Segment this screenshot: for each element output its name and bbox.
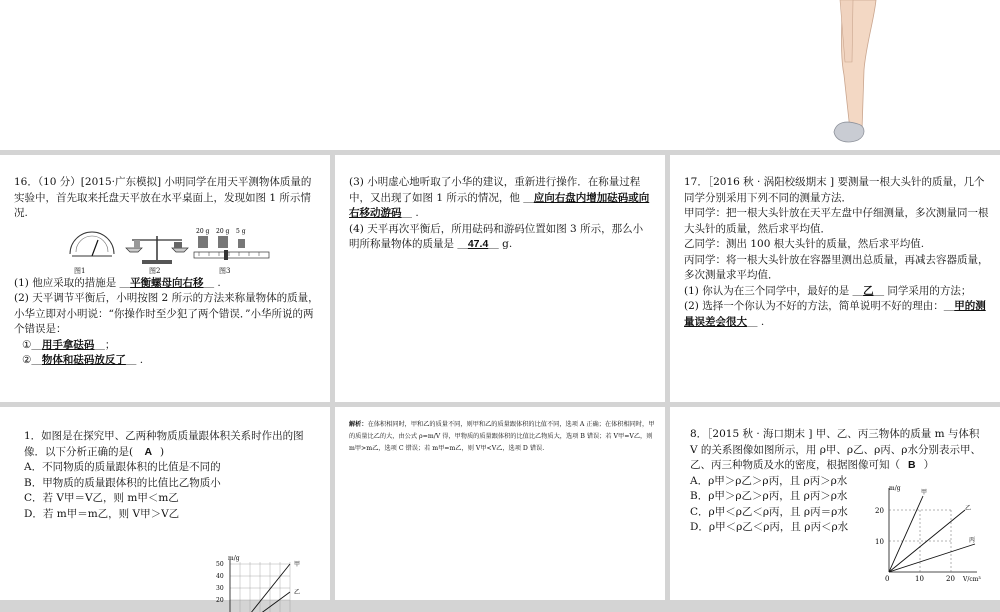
q8-line-yi [889, 510, 965, 572]
fig1-caption: 图1 [74, 266, 86, 275]
q8-line-bing [889, 544, 975, 572]
q8-graph-ylabel: m/g [889, 485, 901, 492]
q1-series-jia-label: 甲 [294, 561, 301, 568]
weights-figure-3 [194, 226, 274, 266]
q16-answer-1: 平衡螺母向右移 [130, 276, 204, 289]
q16-figures [14, 226, 320, 275]
top-slide [0, 0, 1000, 150]
q1-answer: A [144, 445, 153, 458]
q16-part2: (2) 天平调节平衡后，小明按图 2 所示的方法来称量物体的质量，小华立即对小明说：“你操作时至少犯了两个错误．”小华所说的两个错误是： [14, 292, 319, 335]
q16-error-2: ②＿物体和砝码放反了＿ . [22, 354, 144, 366]
q1-option-d[interactable]: D．若 m甲＝m乙，则 V甲＞V乙 [24, 507, 180, 520]
q8-options [690, 474, 880, 536]
balance-figure-1 [62, 226, 122, 266]
q8-series-yi-label: 乙 [965, 505, 972, 512]
q17-header: 17．［2016 秋 · 涡阳校级期末 ] 要测量一根大头针的质量，几个同学分别采用下列不同的测量方法． [684, 176, 985, 204]
q8-header: 8．［2015 秋 · 海口期末 ] 甲、乙、丙三物体的质量 m 与体积 V 的关系图像如图所示，用 ρ甲、ρ乙、ρ丙、ρ水分别表示甲、乙、丙三种物质及水的密度，根据图像可知（ B ） [690, 428, 981, 471]
q16-answer-2a: 用手拿砝码 [41, 338, 95, 351]
q1-mass-volume-graph [210, 552, 310, 612]
q8-series-bing-label: 丙 [969, 537, 976, 544]
slide-q17 [670, 155, 1000, 402]
q8-ytick-10: 10 [875, 538, 884, 546]
q1-option-b[interactable]: B．甲物质的质量跟体积的比值比乙物质小 [24, 476, 221, 489]
weight-label-2: 20 g [216, 227, 230, 235]
q16-error-1: ①＿用手拿砝码＿； [22, 338, 116, 351]
q8-option-c[interactable]: C．ρ甲＜ρ乙＜ρ丙，且 ρ丙＝ρ水 [690, 505, 848, 518]
q8-answer: B [908, 459, 916, 471]
q1-header: 1．如图是在探究甲、乙两种物质质量跟体积关系时作出的图像．以下分析正确的是( A ) [24, 430, 304, 458]
q1-ytick-50: 50 [216, 561, 224, 568]
fig2-caption: 图2 [149, 266, 161, 275]
q8-graph-xlabel: V/cm³ [963, 576, 981, 583]
q1-ytick-30: 30 [216, 585, 224, 592]
weight-label-1: 20 g [196, 227, 210, 235]
cartoon-figure-legs-image [0, 0, 1000, 150]
slide-q16 [0, 155, 330, 402]
slide-explanation [335, 407, 665, 600]
q8-xtick-0: 0 [885, 575, 890, 583]
q17-answer-2: 甲的测量误差会很大 [684, 300, 986, 328]
slide-q1 [0, 407, 330, 604]
q8-line-jia [889, 496, 923, 572]
q16-part3: (3) 小明虚心地听取了小华的建议，重新进行操作．在称量过程中，又出现了如图 1 所示的情况，他 ＿应向右盘内增加砝码或向右移动游码＿ . [349, 176, 650, 219]
q1-ytick-40: 40 [216, 573, 224, 580]
q1-graph-ylabel: m/g [228, 555, 240, 562]
q1-series-yi-label: 乙 [294, 589, 301, 596]
q8-xtick-10: 10 [915, 575, 924, 583]
q17-answer-1: 乙 [863, 284, 874, 297]
q8-series-jia-label: 甲 [921, 489, 928, 496]
q8-mass-volume-graph [875, 482, 985, 582]
slide-q8 [670, 407, 1000, 600]
q1-option-c[interactable]: C．若 V甲＝V乙，则 m甲＜m乙 [24, 492, 179, 504]
q8-option-b[interactable]: B．ρ甲＞ρ乙＞ρ丙，且 ρ丙＞ρ水 [690, 490, 848, 502]
q1-ytick-20: 20 [216, 597, 224, 604]
q16-part4: (4) 天平再次平衡后，所用砝码和游码位置如图 3 所示，那么小明所称量物体的质量是 ＿47.4＿ g. [349, 222, 644, 250]
q1-option-a[interactable]: A．不同物质的质量跟体积的比值是不同的 [24, 461, 221, 473]
q16-header: 16．（10 分）[2015·广东模拟] 小明同学在用天平测物体质量的实验中，首先取来托盘天平放在水平桌面上，发现如图 1 所示情况. [14, 176, 312, 219]
q1-line-yi [260, 592, 290, 612]
q16-answer-3: 应向右盘内增加砝码或向右移动游码 [349, 191, 650, 219]
weight-label-3: 5 g [236, 227, 246, 235]
q16-answer-2b: 物体和砝码放反了 [41, 354, 126, 366]
fig3-caption: 图3 [219, 266, 231, 275]
q16-part1: (1) 他应采取的措施是 ＿平衡螺母向右移＿ . [14, 276, 221, 289]
q8-option-a[interactable]: A．ρ甲＞ρ乙＞ρ丙，且 ρ丙＞ρ水 [690, 474, 848, 487]
q16-answer-4: 47.4 [467, 238, 489, 250]
balance-figure-2 [122, 226, 192, 266]
q8-xtick-20: 20 [946, 575, 955, 583]
slide-q16-continued [335, 155, 665, 402]
q8-ytick-20: 20 [875, 507, 884, 515]
q17-part1: (1) 你认为在三个同学中，最好的是 ＿乙＿ 同学采用的方法； [684, 284, 972, 297]
q17-method-a: 甲同学：把一根大头针放在天平左盘中仔细测量，多次测量同一根大头针的质量，然后求平均值． [684, 207, 989, 235]
q17-method-b: 乙同学：测出 100 根大头针的质量，然后求平均值. [684, 238, 925, 250]
explanation-text: 解析：在体积相同时，甲和乙的质量不同，则甲和乙的质量跟体积的比值不同，选项 A 正确；在体积相同时，甲的质量比乙的大，由公式 ρ=m/V 得，甲物质的质量跟体积的比值比乙物质大，选项 B 错误；若 V甲=V乙，则 m甲>m乙，选项 C 错误；若 m甲=m乙，则 V甲<V乙，选项 D 错误. [349, 421, 655, 452]
q8-option-d[interactable]: D．ρ甲＜ρ乙＜ρ丙，且 ρ丙＜ρ水 [690, 521, 849, 533]
q17-part2: (2) 选择一个你认为不好的方法，简单说明不好的理由：＿甲的测量误差会很大＿ . [684, 300, 986, 328]
q17-method-c: 丙同学：将一根大头针放在容器里测出总质量，再减去容器质量，多次测量求平均值． [684, 253, 989, 281]
